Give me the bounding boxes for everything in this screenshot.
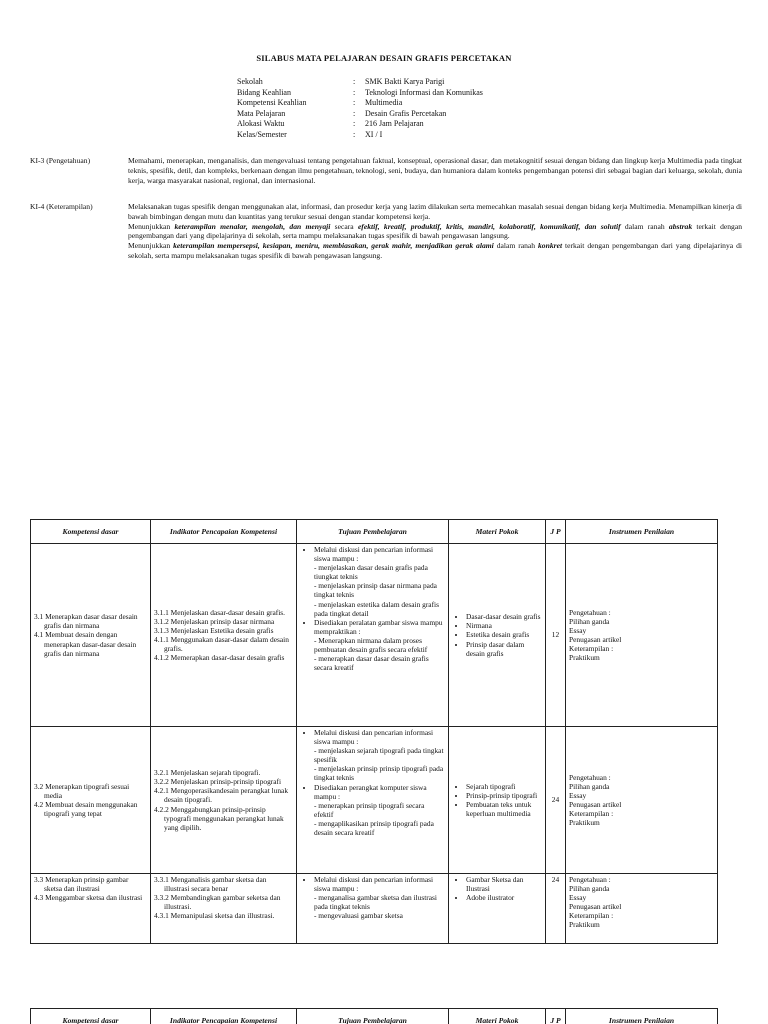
tujuan-cell: • Melalui diskusi dan pencarian informasi siswa mampu : - menjelaskan dasar desain grafis pada tiungkat teknis - menjelaskan prinsip dasar nirmana pada tingkat teknis - menjelaskan estetika dalam desain grafis pada tingkat detail • Disediakan peralatan gambar siswa mampu mempraktikan : - Menerapkan nirmana dalam proses pembuatan desain grafis secara efektif - menerapkan dasar dasar desain grafis secara kreatif <box>297 544 449 727</box>
ipk-cell: 3.1.1 Menjelaskan dasar-dasar desain grafis. 3.1.2 Menjelaskan prinsip dasar nirmana 3.1.3 Menjelaskan Estetika desain grafis 4.1.1 Menggunakan dasar-dasar dalam desain grafis. 4.1.2 Memerapkan dasar-dasar desain grafis <box>151 544 297 727</box>
syllabus-table <box>30 519 718 944</box>
info-value: Multimedia <box>365 98 403 108</box>
materi-cell: • Gambar Sketsa dan Ilustrasi • Adobe ilustrator <box>449 874 546 944</box>
info-colon: : <box>353 77 356 86</box>
info-row <box>237 77 483 88</box>
kd-cell: 3.1 Menerapkan dasar dasar desain grafis dan nirmana 4.1 Membuat desain dengan menerapkan dasar-dasar desain grafis dan nirmana <box>31 544 151 727</box>
table-row <box>31 874 718 944</box>
header-materi: Materi Pokok <box>449 520 546 544</box>
jp-cell: 24 <box>546 874 566 944</box>
ki3-text: Memahami, menerapkan, menganalisis, dan mengevaluasi tentang pengetahuan faktual, konseptual, operasional dasar, dan metakognitif sesuai dengan bidang dan lingkup kerja Multimedia pada tingkat teknis, spesifik, detil, dan kompleks, berkenaan dengan ilmu pengetahuan, teknologi, seni, budaya, dan humaniora dalam konteks pengembangan potensi diri sebagai bagian dari keluarga, sekolah, dunia kerja, warga masyarakat nasional, regional, dan internasional. <box>128 156 742 185</box>
info-label: Mata Pelajaran <box>237 108 286 118</box>
info-value: Teknologi Informasi dan Komunikas <box>365 87 483 97</box>
header-materi: Materi Pokok <box>449 1009 546 1024</box>
ki4-section <box>30 202 742 261</box>
header-instrumen: Instrumen Penilaian <box>566 1009 718 1024</box>
info-row <box>237 98 483 109</box>
next-page-clip <box>0 1000 768 1024</box>
kd-cell: 3.3 Menerapkan prinsip gambar sketsa dan ilustrasi 4.3 Menggambar sketsa dan ilustrasi <box>31 874 151 944</box>
ipk-cell: 3.2.1 Menjelaskan sejarah tipografi. 3.2.2 Menjelaskan prinsip-prinsip tipografi 4.2.1 Mengoperasikandesain perangkat lunak desain tipografi. 4.2.2 Menggabungkan prinsip-prinsip typografi menggunakan perangkat lunak yang dipilih. <box>151 727 297 874</box>
ki4-label: KI-4 (Keterampilan) <box>30 202 93 211</box>
header-ipk: Indikator Pencapaian Kompetensi <box>151 1009 297 1024</box>
syllabus-table-continued <box>30 1008 718 1024</box>
info-colon: : <box>353 87 356 97</box>
school-info <box>237 77 483 141</box>
info-label: Sekolah <box>237 77 263 86</box>
tujuan-cell: • Melalui diskusi dan pencarian informasi siswa mampu : - menganalisa gambar sketsa dan ilustrasi pada tingkat teknis - mengevaluasi gambar sketsa <box>297 874 449 944</box>
info-label: Kompetensi Keahlian <box>237 98 307 108</box>
header-kd: Kompetensi dasar <box>31 1009 151 1024</box>
tujuan-cell: • Melalui diskusi dan pencarian informasi siswa mampu : - menjelaskan sejarah tipografi pada tingkat spesifik - menjelaskan prinsip prinsip tipografi pada tingkat teknis • Disediakan perangkat komputer siswa mampu : - menerapkan prinsip tipografi secara efektif - mengaplikasikan prinsip tipografi pada desain secara kreatif <box>297 727 449 874</box>
info-colon: : <box>353 129 356 139</box>
info-label: Kelas/Semester <box>237 129 287 139</box>
table-header-row <box>31 520 718 544</box>
kd-cell: 3.2 Menerapkan tipografi sesuai media 4.2 Membuat desain menggunakan tipografi yang tepat <box>31 727 151 874</box>
materi-cell: • Dasar-dasar desain grafis • Nirmana • Estetika desain grafis • Prinsip dasar dalam desain grafis <box>449 544 546 727</box>
info-row <box>237 88 483 99</box>
document-title: SILABUS MATA PELAJARAN DESAIN GRAFIS PERCETAKAN <box>256 53 512 63</box>
info-value: XI / I <box>365 129 383 139</box>
ki4-paragraph-2: Menunjukkan keterampilan menalar, mengolah, dan menyaji secara efektif, kreatif, produktif, kritis, mandiri, kolaboratif, komunikatif, dan solutif dalam ranah abstrak terkait dengan pengembangan dari yang dipelajarinya di sekolah, serta mampu melaksanakan tugas spesifik di bawah pengawasan langsung. <box>128 221 743 241</box>
ki3-label: KI-3 (Pengetahuan) <box>30 156 91 165</box>
info-label: Bidang Keahlian <box>237 87 291 97</box>
jp-cell: 24 <box>546 727 566 874</box>
info-label: Alokasi Waktu <box>237 119 285 129</box>
table-header-row <box>31 1009 718 1024</box>
instrumen-cell: Pengetahuan : Pilihan ganda Essay Penugasan artikel Keterampilan : Praktikum <box>566 874 718 944</box>
info-value: SMK Bakti Karya Parigi <box>365 77 445 86</box>
header-kd: Kompetensi dasar <box>31 520 151 544</box>
info-value: Desain Grafis Percetakan <box>365 108 447 118</box>
header-tujuan: Tujuan Pembelajaran <box>297 1009 449 1024</box>
info-row <box>237 130 483 141</box>
ki4-paragraph-1: Melaksanakan tugas spesifik dengan menggunakan alat, informasi, dan prosedur kerja yang lazim dilakukan serta memecahkan masalah sesuai dengan bidang kerja Multimedia. Menampilkan kinerja di bawah bimbingan dengan mutu dan kuantitas yang terukur sesuai dengan standar kompetensi kerja. <box>128 202 742 221</box>
info-row <box>237 119 483 130</box>
table-row <box>31 727 718 874</box>
materi-cell: • Sejarah tipografi • Prinsip-prinsip tipografi • Pembuatan teks untuk keperluan multimedia <box>449 727 546 874</box>
header-jp: J P <box>546 1009 566 1024</box>
ipk-cell: 3.3.1 Menganalisis gambar sketsa dan illustrasi secara benar 3.3.2 Membandingkan gambar seketsa dan illustrasi. 4.3.1 Memanipulasi sketsa dan illustrasi. <box>151 874 297 944</box>
header-ipk: Indikator Pencapaian Kompetensi <box>151 520 297 544</box>
info-value: 216 Jam Pelajaran <box>365 119 424 129</box>
header-instrumen: Instrumen Penilaian <box>566 520 718 544</box>
header-jp: J P <box>546 520 566 544</box>
instrumen-cell: Pengetahuan : Pilihan ganda Essay Penugasan artikel Keterampilan : Praktikum <box>566 544 718 727</box>
info-colon: : <box>353 119 356 129</box>
instrumen-cell: Pengetahuan : Pilihan ganda Essay Penugasan artikel Keterampilan : Praktikum <box>566 727 718 874</box>
header-tujuan: Tujuan Pembelajaran <box>297 520 449 544</box>
ki3-section <box>30 156 742 185</box>
info-row <box>237 109 483 120</box>
jp-cell: 12 <box>546 544 566 727</box>
info-colon: : <box>353 98 356 108</box>
info-colon: : <box>353 108 356 118</box>
table-row <box>31 544 718 727</box>
ki4-paragraph-3: Menunjukkan keterampilan mempersepsi, kesiapan, meniru, membiasakan, gerak mahir, menjadikan gerak alami dalam ranah konkret terkait dengan pengembangan dari yang dipelajarinya di sekolah, serta mampu melaksanakan tugas spesifik di bawah pengawasan langsung. <box>128 241 742 260</box>
